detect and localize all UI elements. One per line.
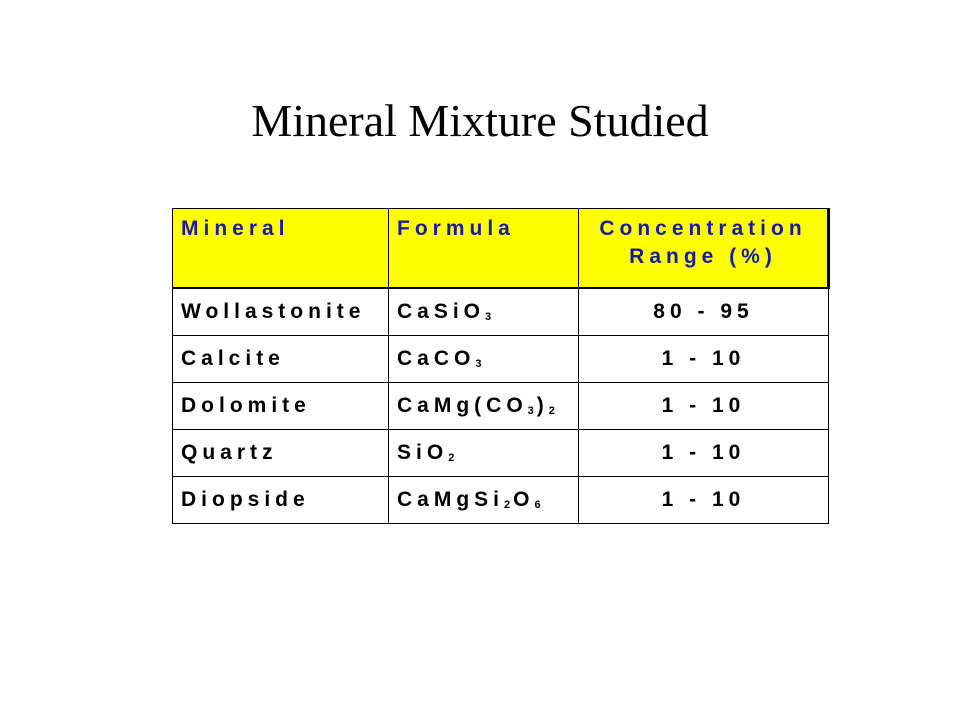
cell-mineral: Quartz xyxy=(173,430,389,477)
table-row xyxy=(173,383,829,430)
table-row xyxy=(173,477,829,524)
cell-formula xyxy=(389,430,579,477)
cell-mineral: Dolomite xyxy=(173,383,389,430)
formula-subscript: 6 xyxy=(534,499,544,511)
table-row xyxy=(173,430,829,477)
table-header-row xyxy=(173,209,829,289)
cell-formula xyxy=(389,383,579,430)
formula-part: CaSiO xyxy=(397,300,486,323)
formula-subscript: 3 xyxy=(485,311,495,323)
formula-part: ) xyxy=(536,394,549,417)
slide-title: Mineral Mixture Studied xyxy=(251,95,709,146)
table-row xyxy=(173,336,829,383)
formula-subscript: 3 xyxy=(475,358,485,370)
cell-range: 1 - 10 xyxy=(579,383,829,430)
formula-part: O xyxy=(513,488,535,511)
mineral-table xyxy=(172,208,830,524)
cell-mineral: Diopside xyxy=(173,477,389,524)
formula-part: CaMg(CO xyxy=(397,394,528,417)
cell-range: 1 - 10 xyxy=(579,477,829,524)
cell-formula xyxy=(389,477,579,524)
table-row xyxy=(173,288,829,336)
formula-subscript: 2 xyxy=(548,405,558,417)
header-mineral: Mineral xyxy=(173,209,389,289)
cell-mineral: Calcite xyxy=(173,336,389,383)
cell-range: 1 - 10 xyxy=(579,336,829,383)
cell-formula xyxy=(389,288,579,336)
cell-formula xyxy=(389,336,579,383)
cell-mineral: Wollastonite xyxy=(173,288,389,336)
formula-part: SiO xyxy=(397,441,449,464)
formula-part: CaMgSi xyxy=(397,488,505,511)
formula-subscript: 2 xyxy=(448,452,458,464)
header-formula: Formula xyxy=(389,209,579,289)
formula-subscript: 3 xyxy=(527,405,537,417)
cell-range: 1 - 10 xyxy=(579,430,829,477)
header-concentration-line1: Concentration xyxy=(599,217,807,240)
header-concentration-line2: Range (%) xyxy=(629,245,777,268)
header-concentration xyxy=(579,209,829,289)
formula-subscript: 2 xyxy=(504,499,514,511)
cell-range: 80 - 95 xyxy=(579,288,829,336)
formula-part: CaCO xyxy=(397,347,476,370)
